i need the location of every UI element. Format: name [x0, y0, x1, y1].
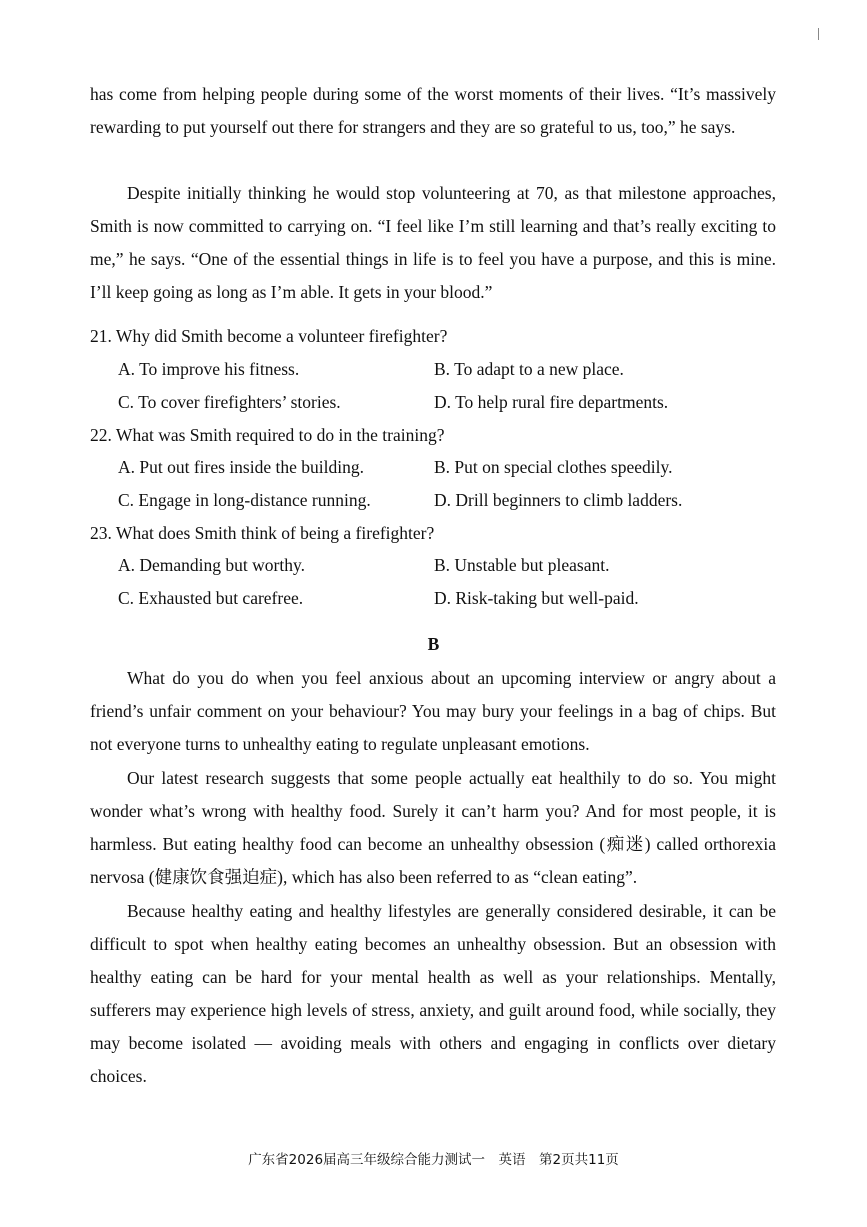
passage-b-paragraph-3: Because healthy eating and healthy lifestyles are generally considered desirable, it can be difficult to spot when healthy eating becomes an unhealthy obsession. But an obsession with healthy eating can be hard for your mental health as well as your relationships. Mentally, sufferers may experience high levels of stress, anxiety, and guilt around food, while socially, they may become isolated — avoiding meals with others and engaging in conflicts over dietary choices. — [90, 901, 776, 1086]
passage-b-paragraph-1: What do you do when you feel anxious about an upcoming interview or angry about a friend’s unfair comment on your behaviour? You may bury your feelings in a bag of chips. But not everyone turns to unhealthy eating to regulate unpleasant emotions. — [90, 668, 776, 754]
question-23-stem: 23. What does Smith think of being a firefighter? — [90, 523, 435, 543]
passage-a-paragraph-2: Despite initially thinking he would stop volunteering at 70, as that milestone approaches, Smith is now committed to carrying on. “I feel like I’m still learning and that’s really exciting to me,” he says. “One of the essential things in life is to feel you have a purpose, and this is mine. I’ll keep going as long as I’m able. It gets in your blood.” — [90, 183, 776, 302]
question-21-option-c: C. To cover firefighters’ stories. — [118, 392, 341, 412]
page-footer: 广东省2026届高三年级综合能力测试一 英语 第2页共11页 — [248, 1152, 619, 1168]
question-23-option-b: B. Unstable but pleasant. — [434, 555, 610, 575]
question-21-stem: 21. Why did Smith become a volunteer firefighter? — [90, 326, 448, 346]
question-23-option-a: A. Demanding but worthy. — [118, 555, 305, 575]
question-21-option-d: D. To help rural fire departments. — [434, 392, 669, 412]
section-b-title: B — [427, 634, 440, 654]
question-22-stem: 22. What was Smith required to do in the training? — [90, 425, 445, 445]
passage-b-paragraph-2: Our latest research suggests that some people actually eat healthily to do so. You might wonder what’s wrong with healthy food. Surely it can’t harm you? And for most people, it is harmless. But eating healthy food can become an unhealthy obsession (痴迷) called orthorexia nervosa (健康饮食强迫症), which has also been referred to as “clean eating”. — [90, 768, 776, 887]
question-23-option-c: C. Exhausted but carefree. — [118, 588, 304, 608]
question-23-option-d: D. Risk-taking but well-paid. — [434, 588, 639, 608]
question-21-option-a: A. To improve his fitness. — [118, 359, 300, 379]
question-22-option-b: B. Put on special clothes speedily. — [434, 457, 673, 477]
question-21-option-b: B. To adapt to a new place. — [434, 359, 624, 379]
question-22-option-c: C. Engage in long-distance running. — [118, 490, 371, 510]
question-22-option-d: D. Drill beginners to climb ladders. — [434, 490, 683, 510]
passage-a-paragraph-1: has come from helping people during some of the worst moments of their lives. “It’s massively rewarding to put yourself out there for strangers and they are so grateful to us, too,” he says. — [90, 84, 776, 137]
scan-mark — [818, 28, 819, 40]
question-22-option-a: A. Put out fires inside the building. — [118, 457, 364, 477]
